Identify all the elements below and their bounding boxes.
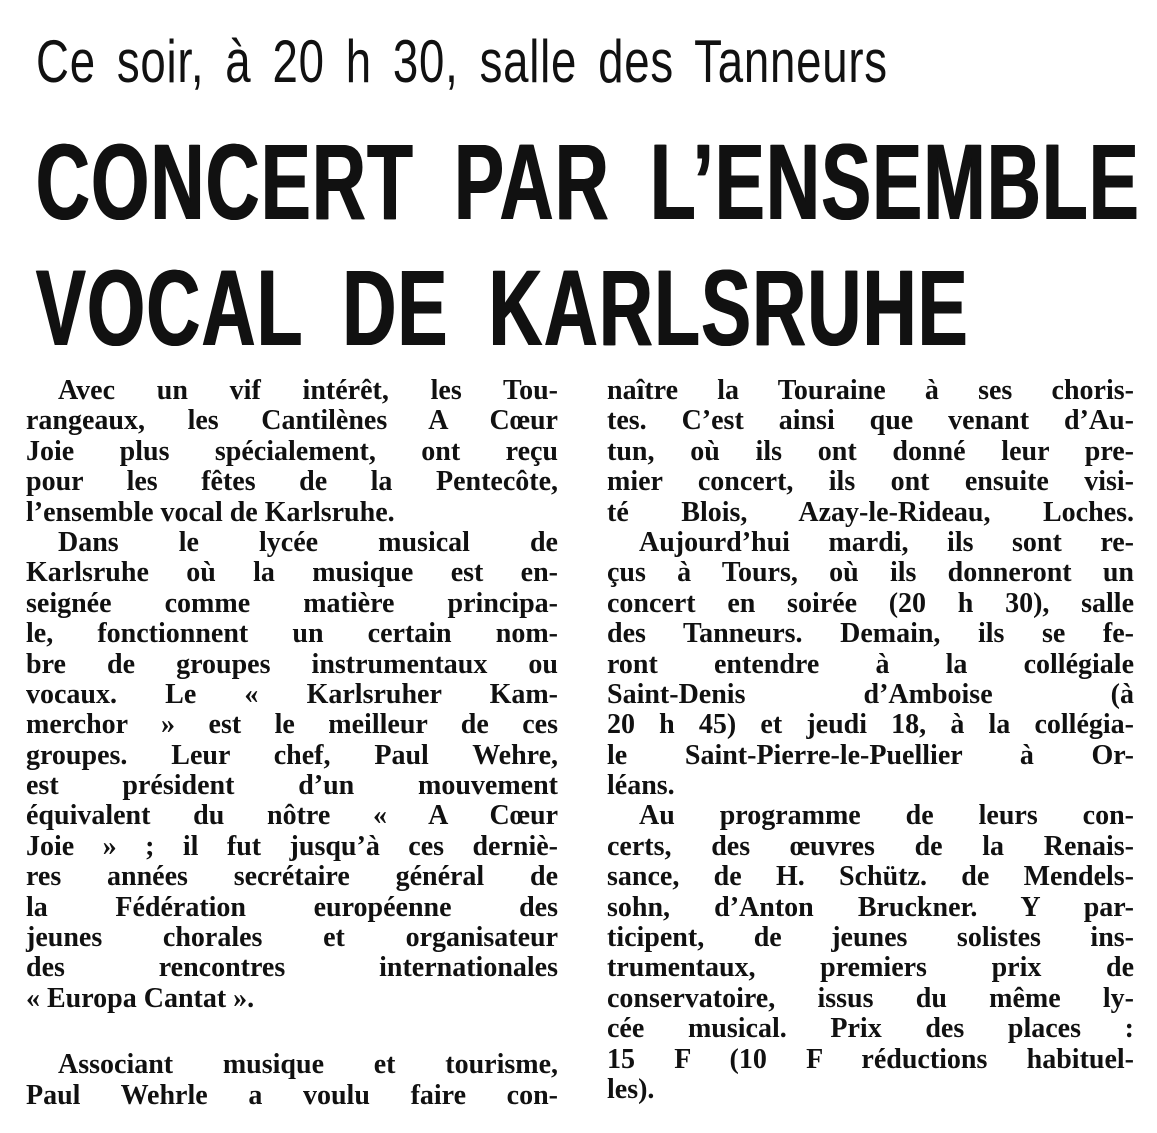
- text-line: l’ensemble vocal de Karlsruhe.: [26, 496, 395, 528]
- text-line: rangeaux, les Cantilènes A Cœur: [26, 405, 558, 437]
- text-line: bre de groupes instrumentaux ou: [26, 648, 558, 680]
- paragraph-gap: [26, 1014, 558, 1050]
- text-line: té Blois, Azay-le-Rideau, Loches.: [607, 496, 1134, 528]
- text-line: Associant musique et tourisme,: [58, 1049, 558, 1081]
- text-line: Aujourd’hui mardi, ils sont re-: [639, 526, 1134, 558]
- text-line: tun, où ils ont donné leur pre-: [607, 435, 1134, 467]
- text-line: Dans le lycée musical de: [58, 526, 558, 558]
- text-line: pour les fêtes de la Pentecôte,: [26, 466, 558, 498]
- text-line: groupes. Leur chef, Paul Wehre,: [26, 739, 558, 771]
- text-line: la Fédération européenne des: [26, 891, 558, 923]
- text-line: tes. C’est ainsi que venant d’Au-: [607, 405, 1134, 437]
- text-line: çus à Tours, où ils donneront un: [607, 557, 1134, 589]
- text-line: des Tanneurs. Demain, ils se fe-: [607, 618, 1134, 650]
- text-line: vocaux. Le « Karlsruher Kam-: [26, 678, 558, 710]
- text-line: concert en soirée (20 h 30), salle: [607, 587, 1134, 619]
- text-line: Joie » ; il fut jusqu’à ces derniè-: [26, 830, 558, 862]
- text-line: certs, des œuvres de la Renais-: [607, 830, 1134, 862]
- text-line: des rencontres internationales: [26, 952, 558, 984]
- text-line: 15 F (10 F réductions habituel-: [607, 1043, 1134, 1075]
- headline-line-2: VOCAL DE KARLSRUHE: [36, 247, 969, 368]
- text-line: Saint-Denis d’Amboise (à: [607, 678, 1134, 710]
- text-line: est président d’un mouvement: [26, 770, 558, 802]
- article-column-right: [607, 376, 1134, 1105]
- text-line: jeunes chorales et organisateur: [26, 922, 558, 954]
- headline-line-1: CONCERT PAR L’ENSEMBLE: [36, 121, 1141, 242]
- text-line: Avec un vif intérêt, les Tou-: [58, 375, 558, 406]
- text-line: Au programme de leurs con-: [639, 800, 1134, 832]
- text-line: Paul Wehrle a voulu faire con-: [26, 1079, 558, 1111]
- text-line: conservatoire, issus du même ly-: [607, 982, 1134, 1014]
- text-line: cée musical. Prix des places :: [607, 1013, 1134, 1045]
- text-line: seignée comme matière principa-: [26, 587, 558, 619]
- text-line: léans.: [607, 770, 675, 802]
- text-line: Karlsruhe où la musique est en-: [26, 557, 558, 589]
- text-line: sohn, d’Anton Bruckner. Y par-: [607, 891, 1134, 923]
- text-line: le Saint-Pierre-le-Puellier à Or-: [607, 739, 1134, 771]
- text-line: le, fonctionnent un certain nom-: [26, 618, 558, 650]
- text-line: les).: [607, 1073, 655, 1105]
- kicker-line: Ce soir, à 20 h 30, salle des Tanneurs: [36, 28, 888, 95]
- text-line: Joie plus spécialement, ont reçu: [26, 435, 558, 467]
- text-line: merchor » est le meilleur de ces: [26, 709, 558, 741]
- text-line: 20 h 45) et jeudi 18, à la collégia-: [607, 709, 1134, 741]
- text-line: trumentaux, premiers prix de: [607, 952, 1134, 984]
- text-line: naître la Touraine à ses choris-: [607, 375, 1134, 406]
- text-line: ront entendre à la collégiale: [607, 648, 1134, 680]
- article-column-left: [26, 376, 558, 1111]
- text-line: « Europa Cantat ».: [26, 982, 255, 1014]
- text-line: équivalent du nôtre « A Cœur: [26, 800, 558, 832]
- text-line: ticipent, de jeunes solistes ins-: [607, 922, 1134, 954]
- text-line: res années secrétaire général de: [26, 861, 558, 893]
- text-line: mier concert, ils ont ensuite visi-: [607, 466, 1134, 498]
- text-line: sance, de H. Schütz. de Mendels-: [607, 861, 1134, 893]
